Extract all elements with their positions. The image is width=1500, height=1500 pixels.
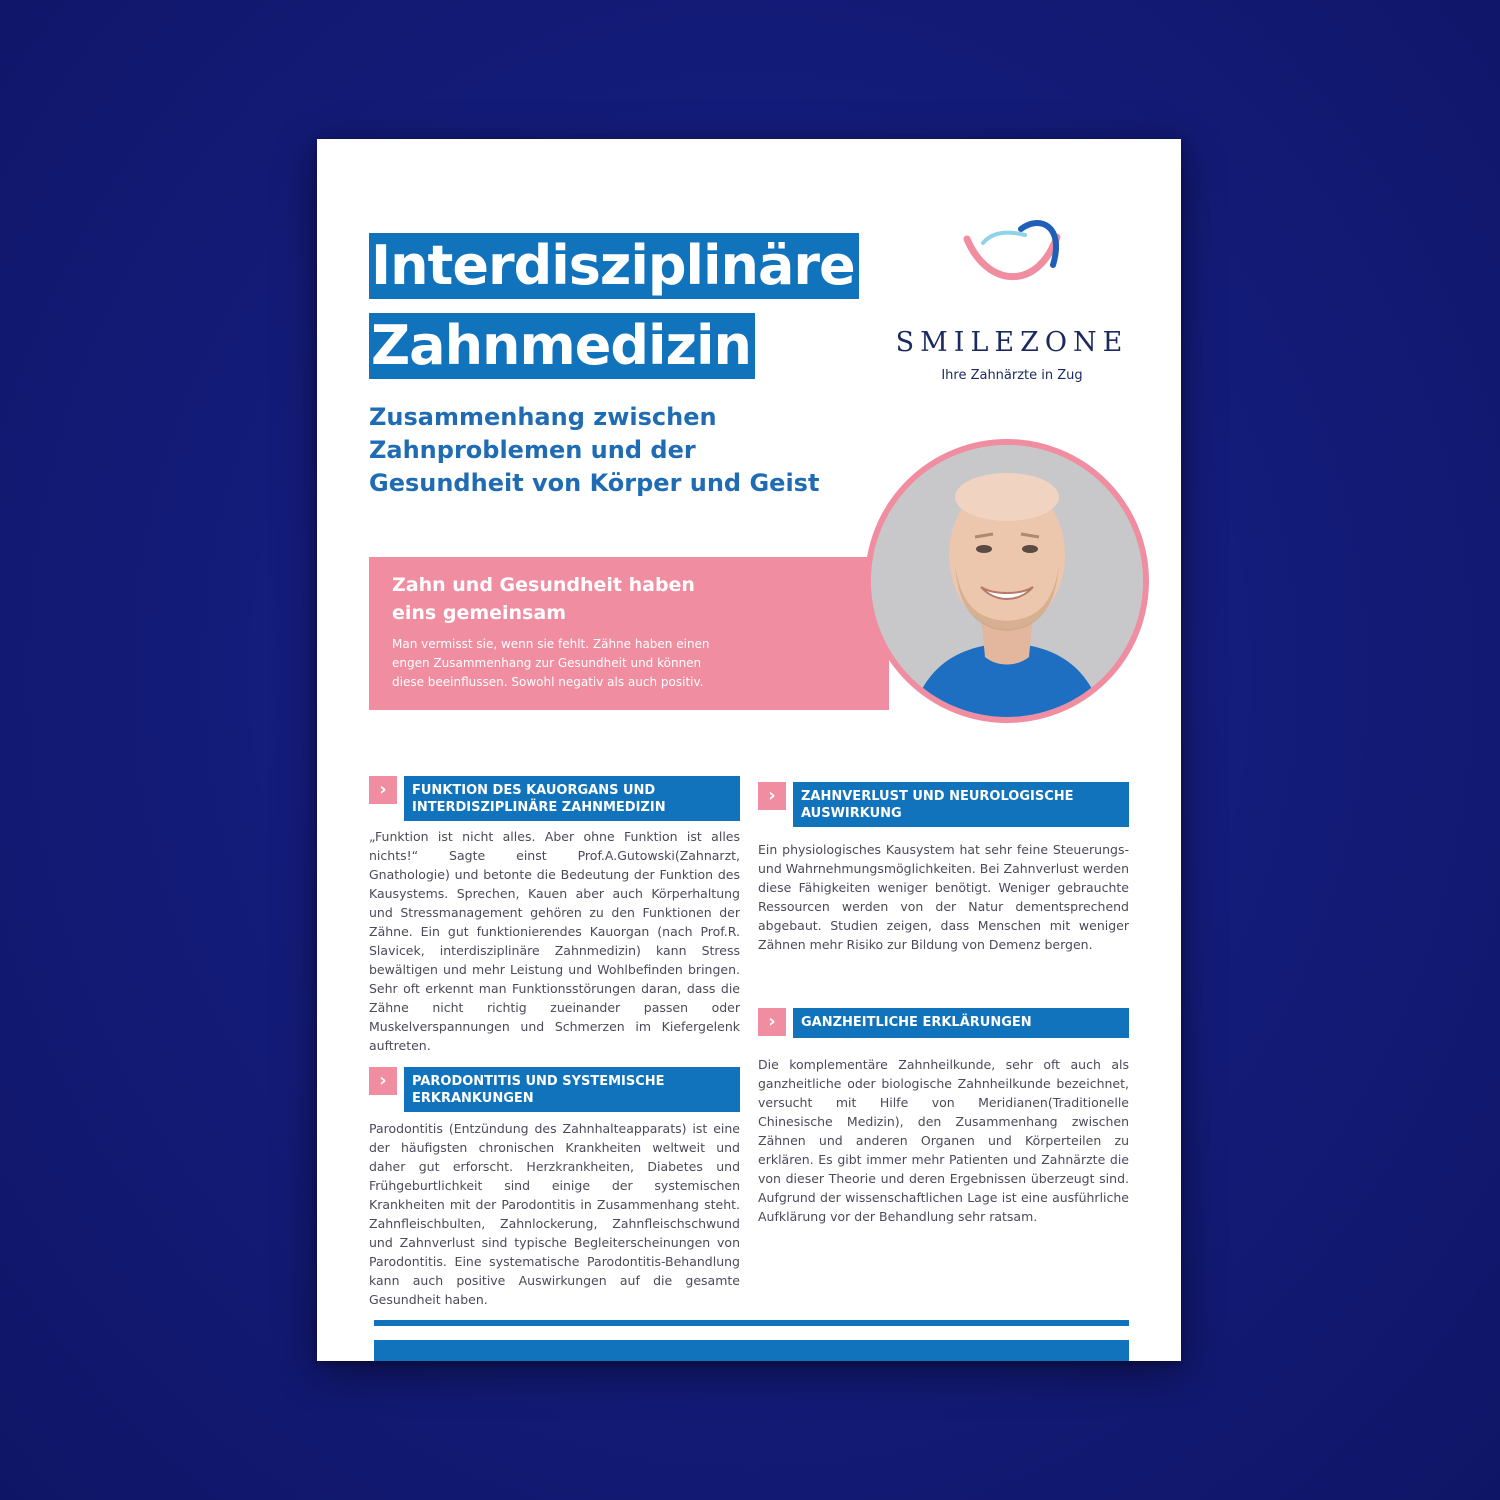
page-title-line-2: Zahnmedizin xyxy=(369,313,755,379)
chevron-right-icon: › xyxy=(758,782,786,810)
smilezone-logo xyxy=(877,217,1147,387)
logo-name: SMILEZONE xyxy=(895,327,1129,358)
chevron-right-icon: › xyxy=(369,776,397,804)
section-zahnverlust-title: ZAHNVERLUST UND NEUROLOGISCHE AUSWIRKUNG xyxy=(793,782,1129,827)
section-ganzheitlich-text: Die komplementäre Zahnheilkunde, sehr oft auch als ganzheitliche oder biologische Zahnheilkunde bezeichnet, versucht mit Hilfe von Meridianen(Traditionelle Chinesische Medizin), den Zusammenhang zwischen Zähnen und anderen Organen und Körperteilen zu erklären. Es gibt immer mehr Patienten und Zahnärzte die von dieser Theorie und deren Ergebnissen überzeugt sind. Aufgrund der wissenschaftlichen Lage ist eine ausführliche Aufklärung vor der Behandlung sehr ratsam. xyxy=(758,1057,1129,1224)
intro-box xyxy=(369,557,889,710)
section-kauorgan-title: FUNKTION DES KAUORGANS UND INTERDISZIPLINÄRE ZAHNMEDIZIN xyxy=(404,776,740,821)
logo-tagline: Ihre Zahnärzte in Zug xyxy=(941,368,1083,383)
chevron-right-icon: › xyxy=(369,1067,397,1095)
page-subtitle: Zusammenhang zwischen Zahnproblemen und der Gesundheit von Körper und Geist xyxy=(369,403,820,497)
section-ganzheitlich-title: GANZHEITLICHE ERKLÄRUNGEN xyxy=(793,1008,1129,1038)
tooth-smile-icon xyxy=(957,217,1067,307)
page-title-line-1: Interdisziplinäre xyxy=(369,233,859,299)
intro-heading: Zahn und Gesundheit haben eins gemeinsam xyxy=(392,574,695,624)
section-kauorgan-text: „Funktion ist nicht alles. Aber ohne Funktion ist alles nichts!“ Sagte einst Prof.A.Gutowski(Zahnarzt, Gnathologie) und betonte die Bedeutung der Funktion des Kausystems. Sprechen, Kauen aber auch Körperhaltung und Stressmanagement gehören zu den Funktionen der Zähne. Ein gut funktionierendes Kauorgan (nach Prof.R. Slavicek, interdisziplinäre Zahnmedizin) kann Stress bewältigen und mehr Leistung und Wohlbefinden bringen. Sehr oft erkennt man Funktionsstörungen daran, dass die Zähne nicht richtig zueinander passen oder Muskelverspannungen und Schmerzen im Kiefergelenk auftreten. xyxy=(369,829,740,1053)
section-parodontitis-title: PARODONTITIS UND SYSTEMISCHE ERKRANKUNGEN xyxy=(404,1067,740,1112)
dentist-portrait xyxy=(865,439,1149,723)
footer-bar xyxy=(374,1340,1129,1361)
section-parodontitis-text: Parodontitis (Entzündung des Zahnhalteapparats) ist eine der häufigsten chronischen Krankheiten weltweit und daher gut erforscht. Herzkrankheiten, Diabetes und Frühgeburtlichkeit sind einige der systemischen Krankheiten mit der Parodontitis in Zusammenhang steht. Zahnfleischbulten, Zahnlockerung, Zahnfleischschwund und Zahnverlust sind typische Begleiterscheinungen von Parodontitis. Eine systematische Parodontitis-Behandlung kann auch positive Auswirkungen auf die gesamte Gesundheit haben. xyxy=(369,1121,740,1307)
footer-rule xyxy=(374,1320,1129,1326)
brochure-page xyxy=(317,139,1181,1361)
section-ganzheitlich-header xyxy=(758,1008,1129,1038)
chevron-right-icon: › xyxy=(758,1008,786,1036)
section-zahnverlust-text: Ein physiologisches Kausystem hat sehr feine Steuerungs- und Wahrnehmungsmöglichkeiten. Bei Zahnverlust werden diese Fähigkeiten weniger benötigt. Weniger gebrauchte Ressourcen werden von der Natur dementsprechend abgebaut. Studien zeigen, dass Menschen mit weniger Zähnen mehr Risiko zur Bildung von Demenz bergen. xyxy=(758,842,1129,952)
section-parodontitis-header xyxy=(369,1067,740,1112)
intro-text: Man vermisst sie, wenn sie fehlt. Zähne haben einen engen Zusammenhang zur Gesundheit und können diese beeinflussen. Sowohl negativ als auch positiv. xyxy=(392,637,710,689)
section-kauorgan-header xyxy=(369,776,740,821)
section-zahnverlust-header xyxy=(758,782,1129,827)
